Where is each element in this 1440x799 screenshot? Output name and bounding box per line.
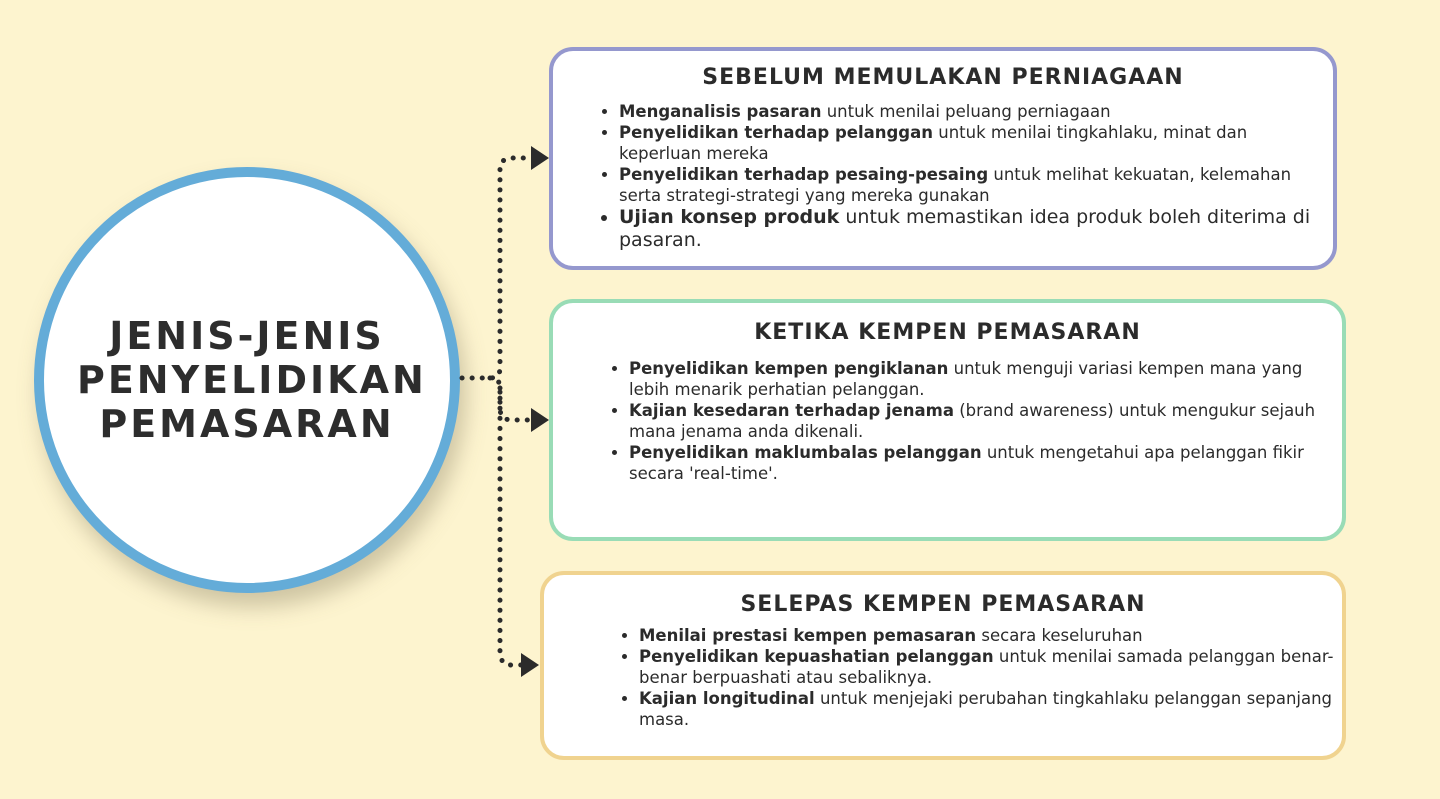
item-bold: Penyelidikan maklumbalas pelanggan [629,443,982,462]
list-item [619,101,1319,122]
list-item [619,164,1319,206]
item-bold: Penyelidikan terhadap pesaing-pesaing [619,165,989,184]
list-item [629,358,1339,400]
item-text: untuk menguji variasi kempen mana yang lebih menarik perhatian pelanggan. [629,359,1303,399]
list-item [619,122,1319,164]
list-item [639,646,1354,688]
box-heading: KETIKA KEMPEN PEMASARAN [754,320,1141,345]
item-text: untuk melihat kekuatan, kelemahan serta strategi-strategi yang mereka gunakan [619,165,1292,205]
item-text: untuk menilai samada pelanggan benar-benar berpuashati atau sebaliknya. [639,647,1334,687]
item-bold: Menilai prestasi kempen pemasaran [639,626,977,645]
list-item [629,400,1339,442]
box-heading: SELEPAS KEMPEN PEMASARAN [740,592,1146,617]
item-list [599,101,1319,252]
item-bold: Menganalisis pasaran [619,102,822,121]
item-text: untuk mengetahui apa pelanggan fikir secara 'real-time'. [629,443,1304,483]
item-text: untuk menjejaki perubahan tingkahlaku pelanggan sepanjang masa. [639,689,1333,729]
item-text: untuk menilai peluang perniagaan [821,102,1111,121]
item-list [619,625,1354,730]
list-item [629,442,1339,484]
list-item [619,206,1319,252]
arrowhead-box-1 [531,146,549,170]
center-title-line-1: JENIS-JENIS [109,314,385,358]
list-item [639,688,1354,730]
box-heading: SEBELUM MEMULAKAN PERNIAGAAN [702,65,1184,90]
center-title-line-3: PEMASARAN [99,402,395,446]
arrowhead-box-3 [521,653,539,677]
after-campaign-box [540,571,1346,760]
list-item [639,625,1354,646]
item-text: secara keseluruhan [976,626,1143,645]
item-bold: Penyelidikan terhadap pelanggan [619,123,933,142]
item-list [609,358,1339,484]
arrowhead-box-2 [531,408,549,432]
item-text: (brand awareness) untuk mengukur sejauh mana jenama anda dikenali. [629,401,1316,441]
item-text: untuk memastikan idea produk boleh diterima di pasaran. [619,206,1311,251]
item-bold: Penyelidikan kepuashatian pelanggan [639,647,994,666]
item-bold: Kajian longitudinal [639,689,815,708]
connector-to-box-3 [500,388,522,665]
during-campaign-box [549,299,1346,541]
item-bold: Ujian konsep produk [619,206,840,228]
item-bold: Penyelidikan kempen pengiklanan [629,359,949,378]
connector-to-box-2 [490,378,532,420]
item-text: untuk menilai tingkahlaku, minat dan keperluan mereka [619,123,1248,163]
item-bold: Kajian kesedaran terhadap jenama [629,401,954,420]
connector-to-box-1 [462,158,532,378]
center-title-line-2: PENYELIDIKAN [77,358,427,402]
before-business-box [549,47,1337,270]
